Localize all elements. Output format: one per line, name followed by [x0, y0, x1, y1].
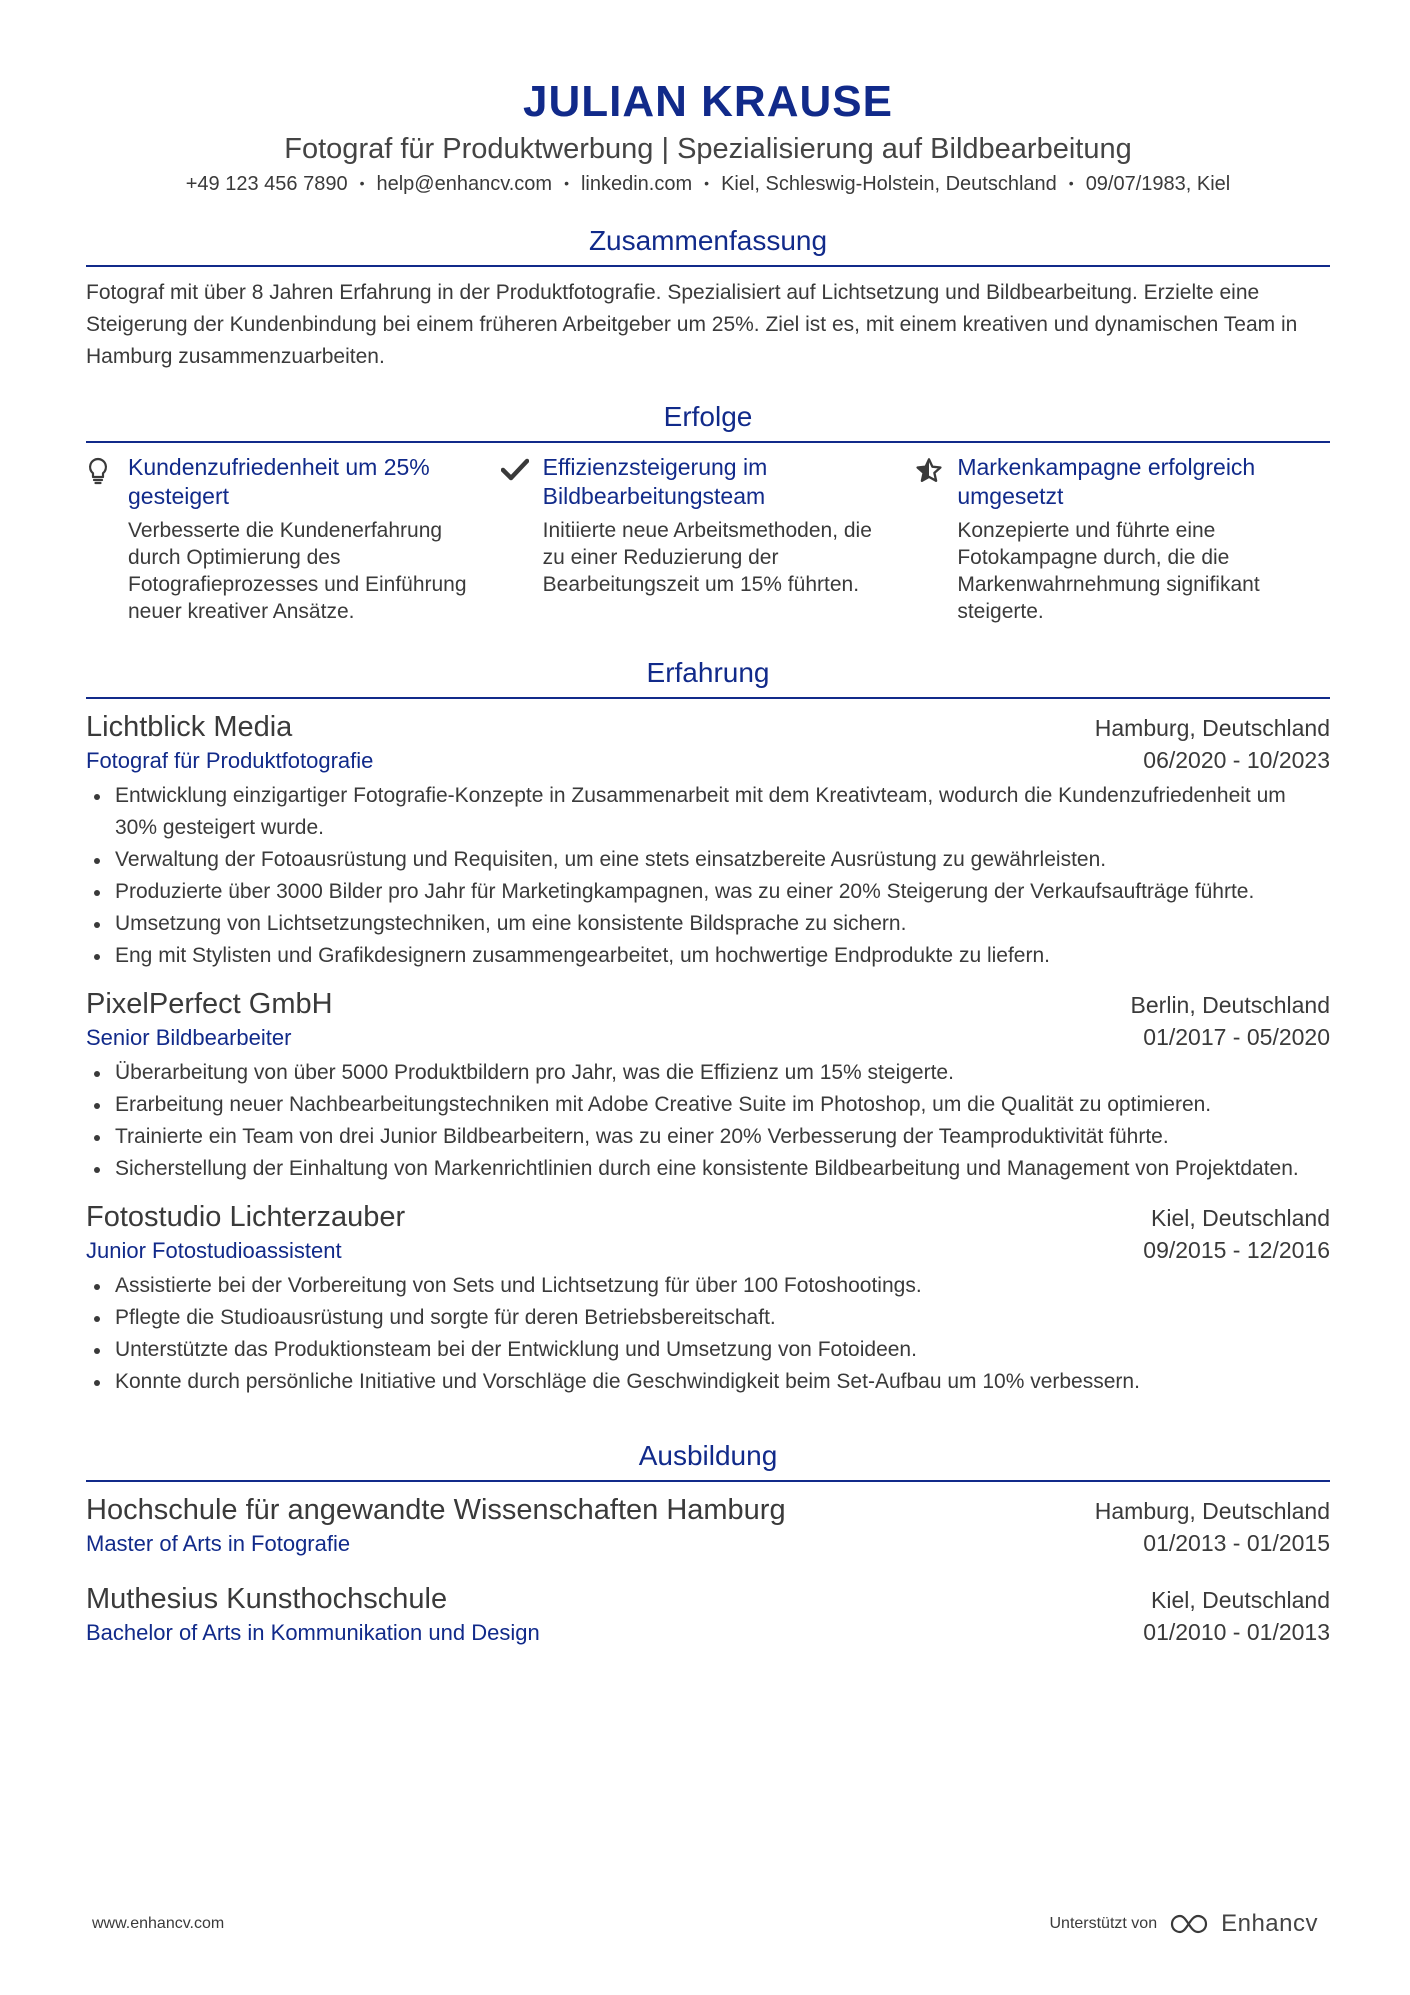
contact-linkedin[interactable]: linkedin.com: [580, 173, 693, 195]
section-divider: [86, 697, 1330, 699]
achievement-item: [501, 453, 916, 625]
company-name: Lichtblick Media: [86, 710, 293, 743]
bullet-item: Entwicklung einzigartiger Fotografie-Konzepte in Zusammenarbeit mit dem Kreativteam, wodurch die Kundenzufriedenheit um 30% gesteigert wurde.: [86, 780, 1330, 844]
contact-birth: 09/07/1983, Kiel: [1085, 173, 1231, 195]
job-location: Hamburg, Deutschland: [1094, 714, 1330, 741]
bullet-separator: •: [704, 174, 710, 191]
achievement-description: Initiierte neue Arbeitsmethoden, die zu einer Reduzierung der Bearbeitungszeit um 15% führten.: [542, 518, 872, 596]
star-half-icon: [915, 453, 957, 625]
achievement-title: Kundenzufriedenheit um 25% gesteigert: [128, 453, 430, 509]
experience-entry: [86, 1199, 1330, 1398]
bullet-item: Assistierte bei der Vorbereitung von Sets und Lichtsetzung für über 100 Fotoshootings.: [86, 1270, 1330, 1302]
resume-page: [86, 0, 1330, 1648]
achievements-section: [86, 399, 1330, 625]
bullet-item: Pflegte die Studioausrüstung und sorgte für deren Betriebsbereitschaft.: [86, 1302, 1330, 1334]
experience-section: [86, 655, 1330, 1398]
school-location: Kiel, Deutschland: [1151, 1586, 1330, 1613]
degree-title: Bachelor of Arts in Kommunikation und Design: [86, 1619, 540, 1645]
enhancv-wordmark: Enhancv: [1221, 1910, 1318, 1937]
experience-entry: [86, 986, 1330, 1185]
resume-header: [86, 0, 1330, 199]
footer-brand: [1049, 1910, 1318, 1938]
powered-by-label: Unterstützt von: [1049, 1915, 1158, 1932]
job-dates: 09/2015 - 12/2016: [1143, 1236, 1330, 1263]
candidate-headline: Fotograf für Produktwerbung | Spezialisierung auf Bildbearbeitung: [284, 133, 1132, 165]
achievement-description: Verbesserte die Kundenerfahrung durch Optimierung des Fotografieprozesses und Einführung neuer kreativer Ansätze.: [128, 518, 467, 623]
contact-email[interactable]: help@enhancv.com: [376, 173, 553, 195]
school-name: Hochschule für angewandte Wissenschaften Hamburg: [86, 1493, 786, 1526]
summary-heading: Zusammenfassung: [588, 224, 828, 256]
achievement-description: Konzepierte und führte eine Fotokampagne durch, die die Markenwahrnehmung signifikant steigerte.: [957, 518, 1260, 623]
achievement-title: Effizienzsteigerung im Bildbearbeitungsteam: [542, 453, 768, 509]
experience-heading: Erfahrung: [646, 656, 770, 688]
section-divider: [86, 1480, 1330, 1482]
job-dates: 01/2017 - 05/2020: [1143, 1023, 1330, 1050]
education-dates: 01/2010 - 01/2013: [1143, 1618, 1330, 1645]
checkmark-icon: [501, 453, 543, 625]
education-entry: [86, 1492, 1330, 1559]
school-location: Hamburg, Deutschland: [1094, 1497, 1330, 1524]
job-dates: 06/2020 - 10/2023: [1143, 746, 1330, 773]
page-footer: [92, 1910, 1318, 1938]
bullet-separator: •: [1068, 174, 1074, 191]
bullet-item: Eng mit Stylisten und Grafikdesignern zusammengearbeitet, um hochwertige Endprodukte zu liefern.: [86, 940, 1330, 972]
lightbulb-icon: [86, 453, 128, 625]
summary-section: [86, 223, 1330, 373]
bullet-item: Erarbeitung neuer Nachbearbeitungstechniken mit Adobe Creative Suite im Photoshop, um die Qualität zu optimieren.: [86, 1089, 1330, 1121]
enhancv-logo-icon: [1169, 1913, 1215, 1935]
contact-line: [86, 170, 1330, 199]
achievements-heading: Erfolge: [663, 400, 753, 432]
section-divider: [86, 441, 1330, 443]
enhancv-logo[interactable]: [1169, 1910, 1318, 1938]
bullet-item: Überarbeitung von über 5000 Produktbildern pro Jahr, was die Effizienz um 15% steigerte.: [86, 1057, 1330, 1089]
bullet-separator: •: [359, 174, 365, 191]
job-title: Senior Bildbearbeiter: [86, 1024, 292, 1050]
bullet-item: Konnte durch persönliche Initiative und Vorschläge die Geschwindigkeit beim Set-Aufbau um 10% verbessern.: [86, 1366, 1330, 1398]
job-title: Junior Fotostudioassistent: [86, 1237, 342, 1263]
education-dates: 01/2013 - 01/2015: [1143, 1529, 1330, 1556]
contact-phone: +49 123 456 7890: [185, 173, 348, 195]
job-bullets: [86, 1057, 1330, 1185]
job-location: Berlin, Deutschland: [1130, 991, 1330, 1018]
degree-title: Master of Arts in Fotografie: [86, 1530, 351, 1556]
achievement-item: [915, 453, 1330, 625]
company-name: Fotostudio Lichterzauber: [86, 1200, 406, 1233]
achievement-title: Markenkampagne erfolgreich umgesetzt: [957, 453, 1256, 509]
school-name: Muthesius Kunsthochschule: [86, 1582, 448, 1615]
section-divider: [86, 265, 1330, 267]
bullet-item: Unterstützte das Produktionsteam bei der Entwicklung und Umsetzung von Fotoideen.: [86, 1334, 1330, 1366]
achievements-list: [86, 453, 1330, 625]
bullet-item: Umsetzung von Lichtsetzungstechniken, um eine konsistente Bildsprache zu sichern.: [86, 908, 1330, 940]
job-bullets: [86, 1270, 1330, 1398]
company-name: PixelPerfect GmbH: [86, 987, 333, 1020]
experience-entry: [86, 709, 1330, 972]
footer-url[interactable]: www.enhancv.com: [92, 1915, 225, 1932]
bullet-item: Sicherstellung der Einhaltung von Markenrichtlinien durch eine konsistente Bildbearbeitung und Management von Projektdaten.: [86, 1153, 1330, 1185]
bullet-item: Trainierte ein Team von drei Junior Bildbearbeitern, was zu einer 20% Verbesserung der Teamproduktivität führte.: [86, 1121, 1330, 1153]
achievement-item: [86, 453, 501, 625]
bullet-separator: •: [564, 174, 569, 191]
bullet-item: Verwaltung der Fotoausrüstung und Requisiten, um eine stets einsatzbereite Ausrüstung zu gewährleisten.: [86, 844, 1330, 876]
education-heading: Ausbildung: [638, 1439, 778, 1471]
job-bullets: [86, 780, 1330, 972]
education-entry: [86, 1581, 1330, 1648]
contact-location: Kiel, Schleswig-Holstein, Deutschland: [721, 173, 1057, 195]
bullet-item: Produzierte über 3000 Bilder pro Jahr für Marketingkampagnen, was zu einer 20% Steigerung der Verkaufsaufträge führte.: [86, 876, 1330, 908]
summary-text: Fotograf mit über 8 Jahren Erfahrung in der Produktfotografie. Spezialisiert auf Lichtsetzung und Bildbearbeitung. Erzielte eine Steigerung der Kundenbindung bei einem früheren Arbeitgeber um 25%. Ziel ist es, mit einem kreativen und dynamischen Team in Hamburg zusammenzuarbeiten.: [86, 280, 1298, 368]
education-section: [86, 1438, 1330, 1648]
candidate-name: JULIAN KRAUSE: [523, 77, 893, 126]
job-title: Fotograf für Produktfotografie: [86, 747, 374, 773]
job-location: Kiel, Deutschland: [1151, 1204, 1330, 1231]
